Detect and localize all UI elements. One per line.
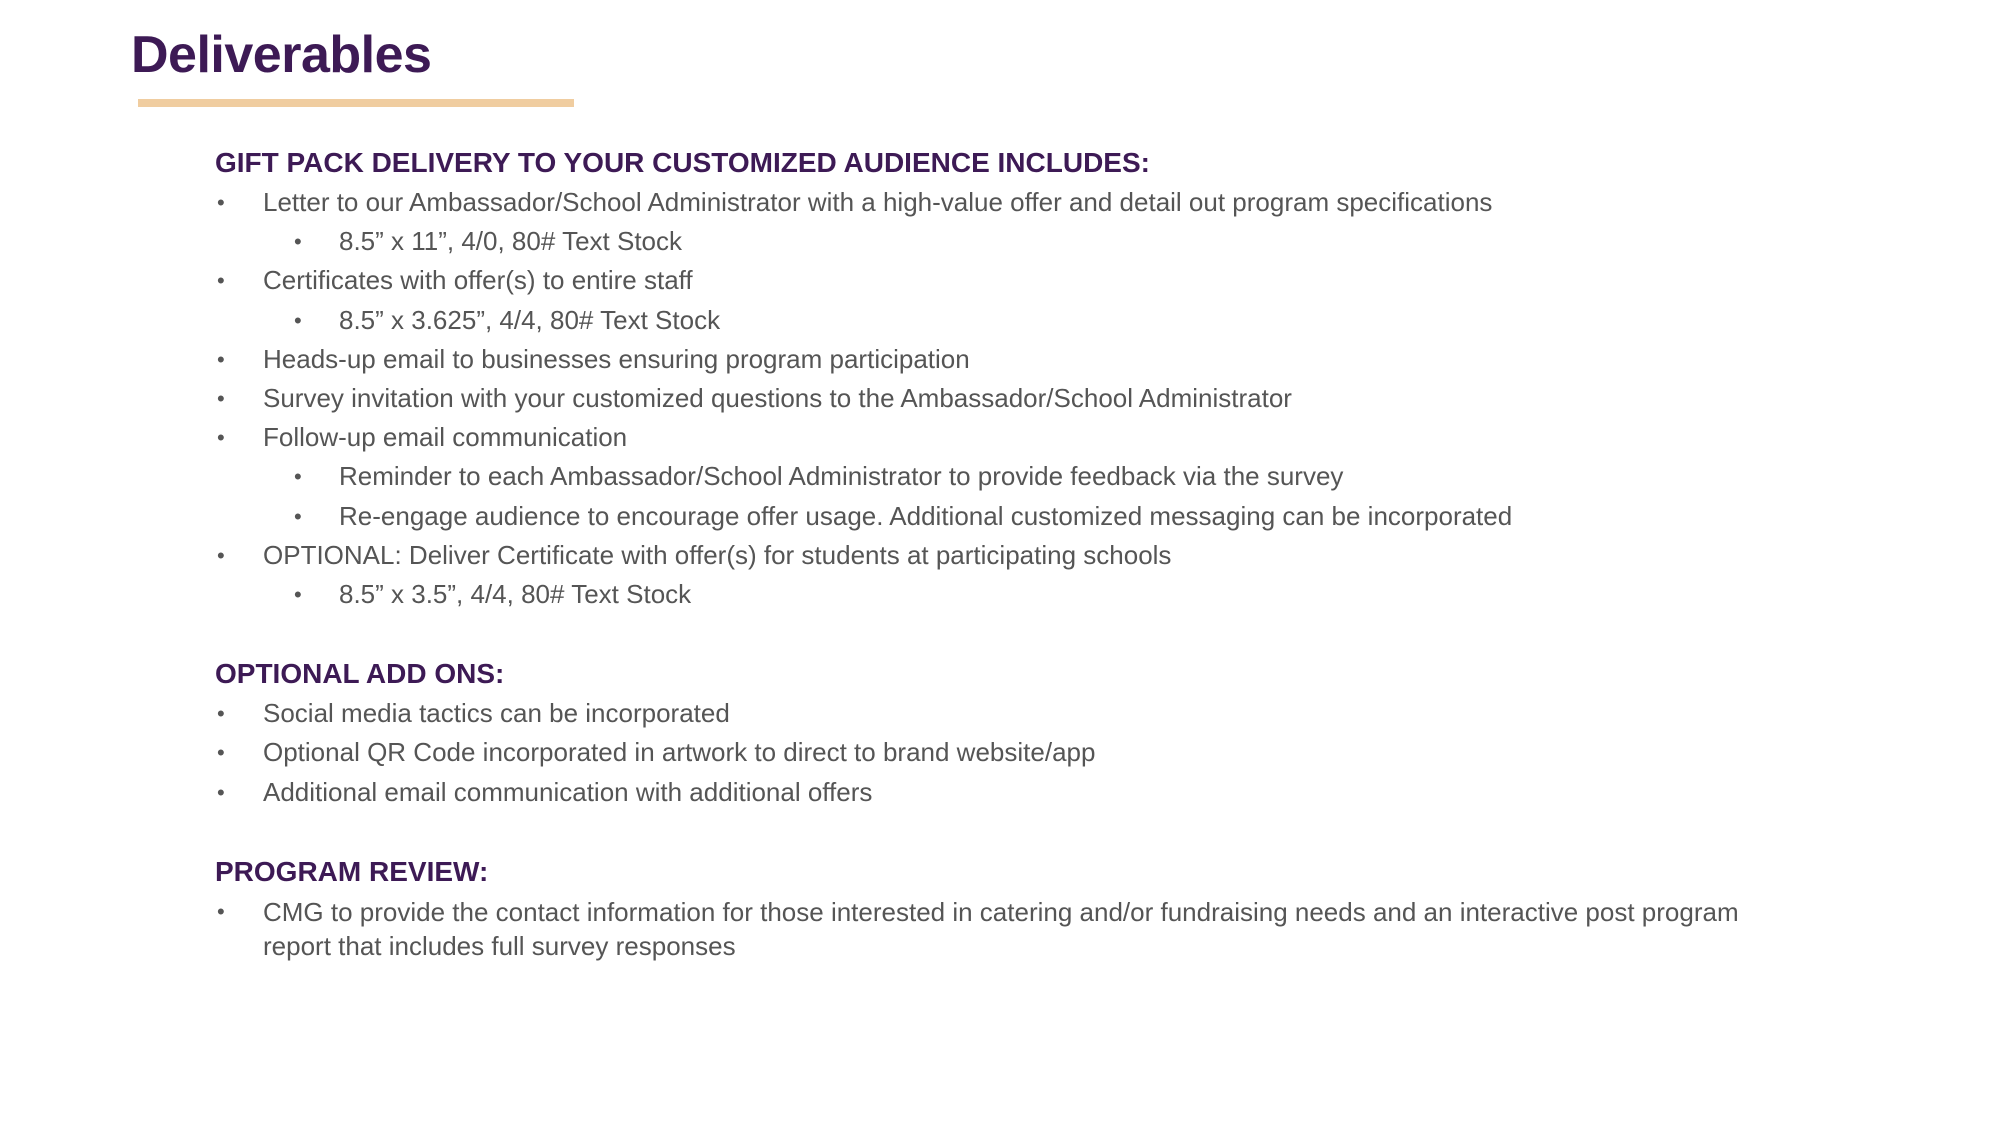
section-optional-add-ons [215,654,1815,812]
section-program-review [215,852,1815,963]
list-item [215,183,1815,222]
bullet-icon: • [217,386,225,412]
list-item [215,418,1815,457]
bullet-icon: • [217,779,225,805]
bullet-icon: • [217,425,225,451]
bullet-icon: • [294,503,302,529]
list-item-text: Follow-up email communication [263,422,628,453]
list-item-text: 8.5” x 3.5”, 4/4, 80# Text Stock [339,579,692,610]
bullet-icon: • [294,307,302,333]
sub-list-item [215,575,1815,614]
list-item [215,733,1815,772]
section-gift-pack-delivery [215,143,1815,614]
bullet-list [215,694,1815,812]
section-heading: PROGRAM REVIEW: [215,855,489,887]
list-item-text: 8.5” x 11”, 4/0, 80# Text Stock [339,226,683,257]
page-title: Deliverables [131,26,432,84]
title-accent-bar [138,99,574,107]
sub-list-item [215,497,1815,536]
section-heading: OPTIONAL ADD ONS: [215,658,505,690]
list-item-text: Reminder to each Ambassador/School Administrator to provide feedback via the survey [339,461,1344,492]
list-item [215,261,1815,300]
list-item [215,773,1815,812]
list-item [215,892,1763,963]
bullet-icon: • [294,582,302,608]
list-item-text: OPTIONAL: Deliver Certificate with offer(s) for students at participating schools [263,539,1172,570]
bullet-icon: • [217,190,225,215]
list-item-text: CMG to provide the contact information for those interested in catering and/or fundraising needs and an interactive post program report that includes full survey responses [263,896,1739,961]
list-item-text: Letter to our Ambassador/School Administrator with a high-value offer and detail out program specifications [263,187,1493,217]
list-item [215,694,1815,733]
sub-list-item [215,222,1815,261]
list-item-text: Additional email communication with additional offers [263,776,873,807]
list-item [215,536,1815,575]
bullet-icon: • [217,898,225,924]
section-heading: GIFT PACK DELIVERY TO YOUR CUSTOMIZED AUDIENCE INCLUDES: [215,147,1150,178]
bullet-icon: • [217,346,225,372]
list-item-text: Certificates with offer(s) to entire staff [263,265,693,296]
bullet-icon: • [294,464,302,490]
bullet-list [215,892,1815,963]
bullet-list [215,183,1815,614]
bullet-icon: • [217,542,225,568]
list-item-text: Re-engage audience to encourage offer usage. Additional customized messaging can be incorporated [339,500,1513,531]
sub-list-item [215,457,1815,496]
section-spacer [215,614,1815,654]
sub-list-item [215,301,1815,340]
list-item-text: 8.5” x 3.625”, 4/4, 80# Text Stock [339,304,721,335]
list-item-text: Social media tactics can be incorporated [263,698,730,729]
deliverables-content [215,143,1815,963]
section-spacer [215,812,1815,852]
list-item-text: Optional QR Code incorporated in artwork to direct to brand website/app [263,737,1096,768]
bullet-icon: • [217,740,225,766]
list-item [215,340,1815,379]
bullet-icon: • [294,229,302,255]
bullet-icon: • [217,701,225,727]
list-item-text: Heads-up email to businesses ensuring program participation [263,343,970,374]
list-item [215,379,1815,418]
bullet-icon: • [217,268,225,294]
list-item-text: Survey invitation with your customized questions to the Ambassador/School Administrator [263,383,1292,414]
